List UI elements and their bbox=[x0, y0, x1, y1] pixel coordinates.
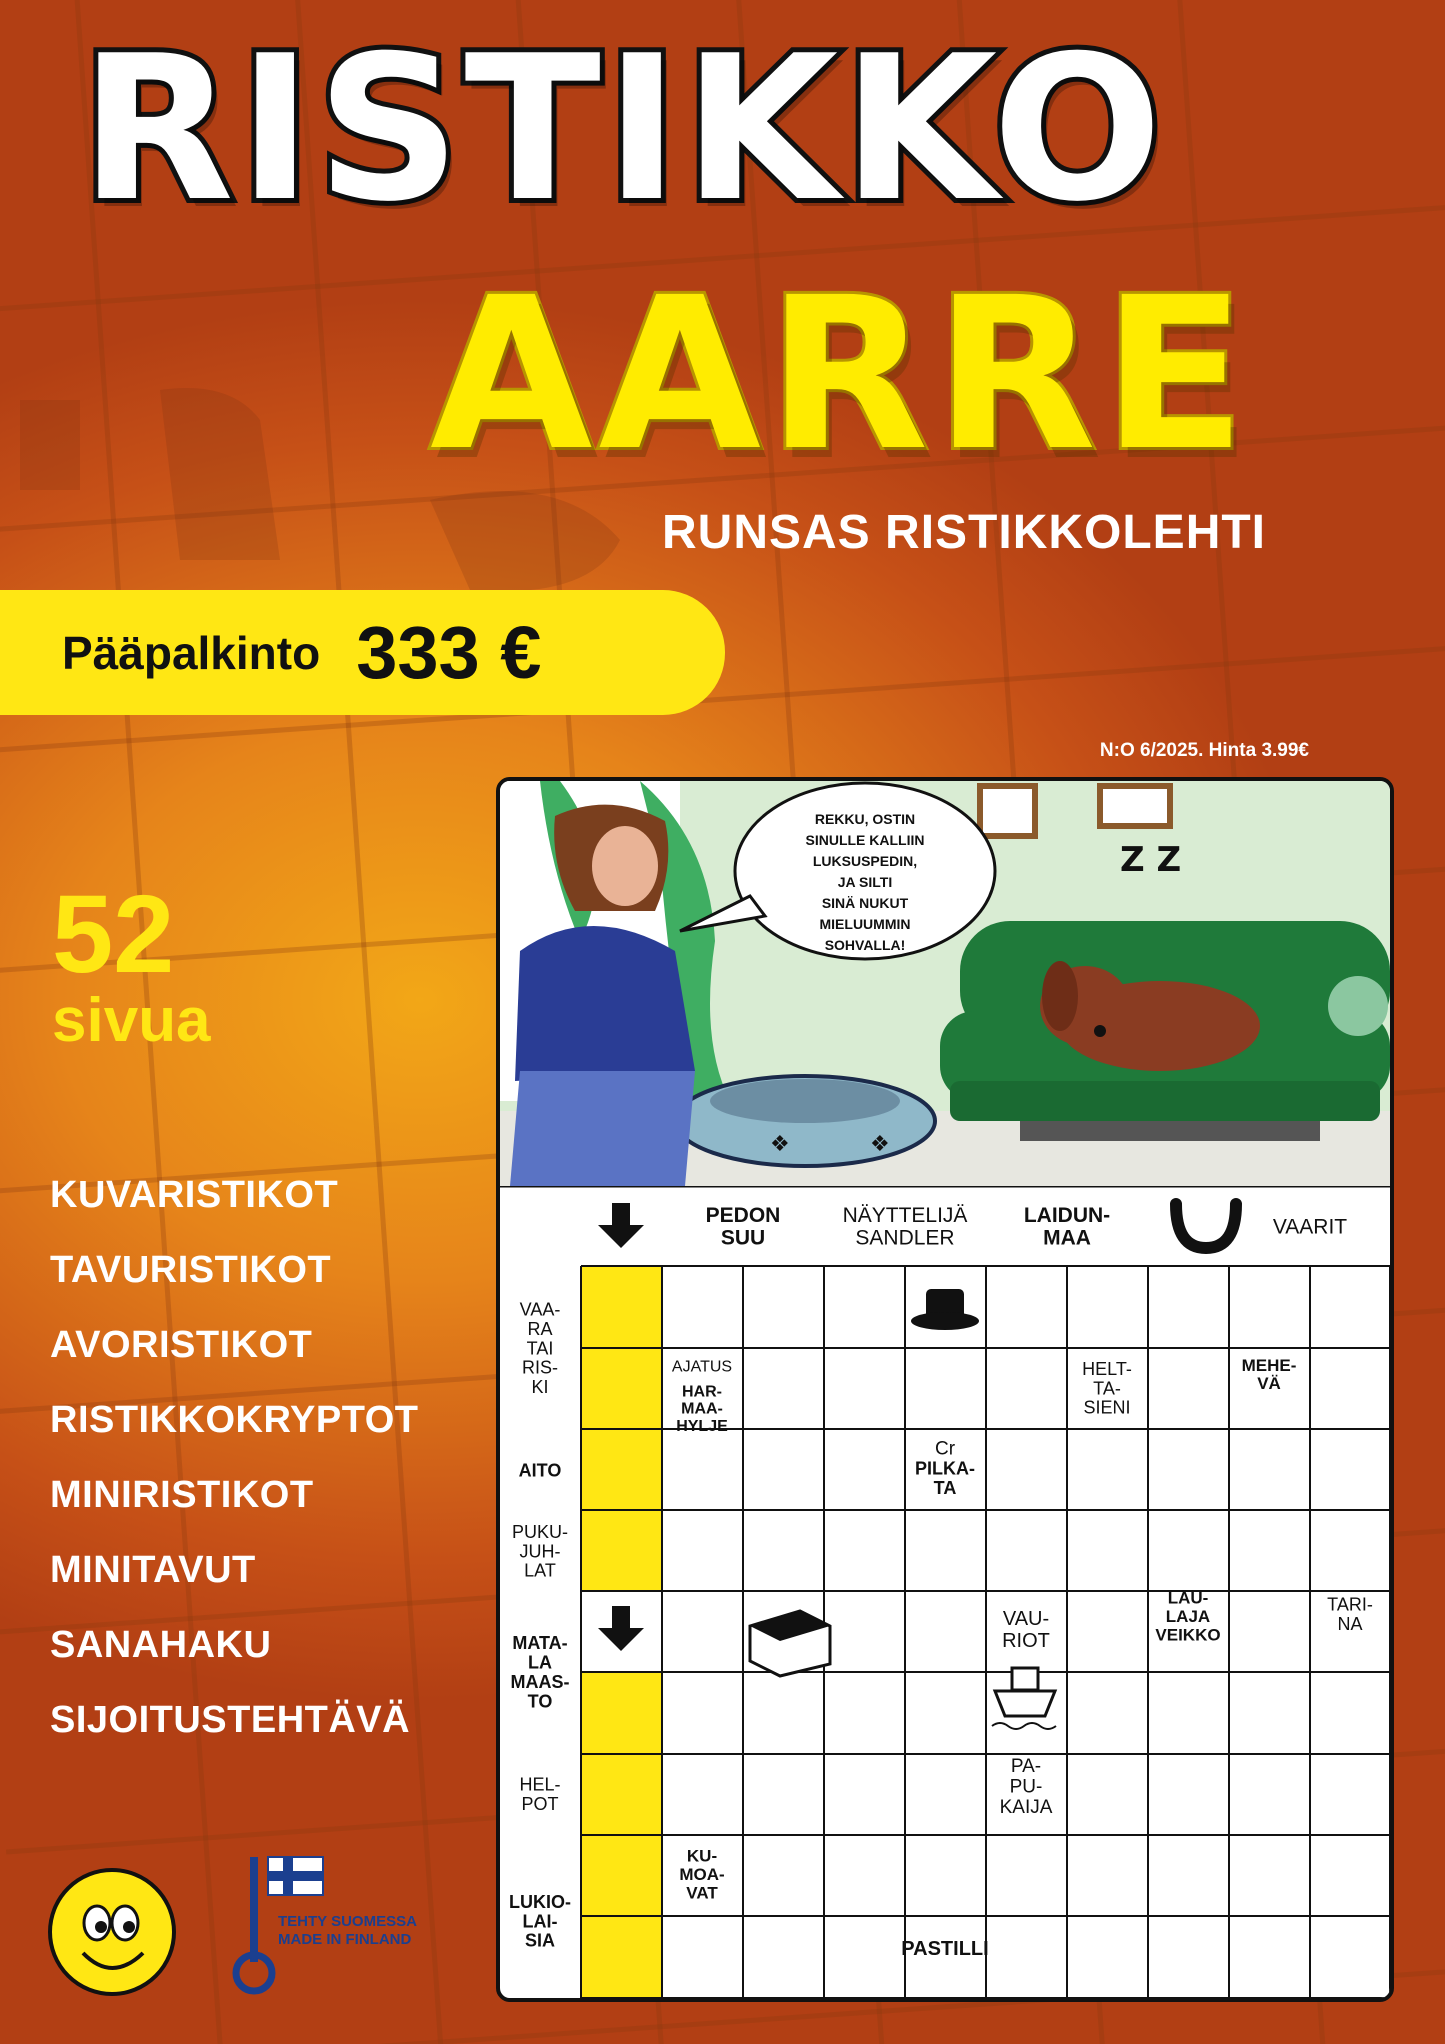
speech-line: SOHVALLA! bbox=[824, 937, 906, 953]
yellow-answer-cell bbox=[581, 1835, 662, 1916]
header-clue: SANDLER bbox=[855, 1226, 955, 1250]
left-clue: RIS- bbox=[522, 1357, 558, 1378]
issue-info: N:O 6/2025. Hinta 3.99€ bbox=[1099, 740, 1309, 761]
speech-line: REKKU, OSTIN bbox=[814, 811, 916, 827]
made-in-line1: TEHTY SUOMESSA bbox=[278, 1913, 417, 1930]
contents-item: KUVARISTIKOT bbox=[50, 1174, 339, 1216]
top-hat-brim bbox=[911, 1312, 979, 1330]
header-clue: VAARIT bbox=[1272, 1215, 1348, 1239]
yellow-answer-cell bbox=[581, 1429, 662, 1510]
ship-cabin bbox=[1012, 1668, 1038, 1690]
inner-clue: SIENI bbox=[1083, 1397, 1131, 1418]
left-clue: AITO bbox=[518, 1460, 562, 1481]
inner-clue: AJATUS bbox=[671, 1358, 733, 1376]
speech-line: SINULLE KALLIIN bbox=[805, 832, 925, 848]
yellow-answer-cell bbox=[581, 1754, 662, 1835]
sleep-zz: Z Z bbox=[1120, 840, 1182, 880]
speech-line: MIELUUMMIN bbox=[819, 916, 911, 932]
left-clue: TAI bbox=[526, 1338, 554, 1359]
left-clue: RA bbox=[527, 1318, 553, 1339]
left-clue: MAAS- bbox=[510, 1672, 570, 1693]
inner-clue: KAIJA bbox=[999, 1797, 1053, 1819]
inner-clue: VÄ bbox=[1257, 1374, 1281, 1394]
inner-clue: VAU- bbox=[1002, 1608, 1050, 1631]
contents-item: SANAHAKU bbox=[50, 1624, 272, 1666]
inner-clue: KU- bbox=[686, 1846, 718, 1866]
prize-amount: 333 € bbox=[356, 611, 542, 694]
yellow-answer-cell bbox=[581, 1672, 662, 1754]
left-clue: PUKU- bbox=[511, 1521, 569, 1542]
contents-item: AVORISTIKOT bbox=[50, 1324, 313, 1366]
inner-clue: NA bbox=[1337, 1614, 1363, 1635]
prize-label: Pääpalkinto bbox=[62, 626, 321, 679]
inner-clue: HAR- bbox=[682, 1383, 722, 1401]
page-count-number: 52 bbox=[52, 873, 175, 996]
title-ristikko: RISTIKKO bbox=[80, 13, 1167, 246]
left-clue: HEL- bbox=[519, 1774, 561, 1795]
yellow-answer-cell bbox=[581, 1348, 662, 1429]
left-clue: MATA- bbox=[512, 1633, 568, 1654]
header-clue: PEDON bbox=[705, 1204, 781, 1228]
inner-clue: PASTILLI bbox=[901, 1938, 989, 1960]
inner-clue: MOA- bbox=[679, 1864, 725, 1884]
inner-clue: PILKA- bbox=[915, 1458, 975, 1479]
ship-waves bbox=[992, 1723, 1056, 1729]
left-clue: LAI- bbox=[522, 1911, 558, 1932]
left-clue: VAA- bbox=[519, 1299, 561, 1320]
dog-bed bbox=[675, 1076, 935, 1166]
left-clue: LUKIO- bbox=[509, 1891, 571, 1912]
inner-clue: TA bbox=[933, 1478, 957, 1499]
left-clue: TO bbox=[527, 1691, 553, 1712]
header-clue: MAA bbox=[1043, 1226, 1091, 1250]
yellow-answer-cell bbox=[581, 1916, 662, 1998]
contents-item: TAVURISTIKOT bbox=[50, 1249, 332, 1291]
inner-clue: TARI- bbox=[1327, 1594, 1373, 1615]
made-in-finland-label bbox=[278, 1913, 417, 1949]
inner-clue: PA- bbox=[1010, 1756, 1042, 1778]
prize-banner bbox=[0, 590, 725, 715]
horseshoe-icon bbox=[1176, 1204, 1236, 1248]
contents-item: MINITAVUT bbox=[50, 1549, 256, 1591]
page-count-word: sivua bbox=[52, 986, 211, 1055]
yellow-answer-cell bbox=[581, 1510, 662, 1591]
inner-clue: LAU- bbox=[1167, 1588, 1209, 1608]
made-in-line2: MADE IN FINLAND bbox=[278, 1931, 412, 1948]
speech-line: LUKSUSPEDIN, bbox=[812, 853, 918, 869]
yellow-answer-cell bbox=[581, 1266, 662, 1348]
header-clue: SUU bbox=[720, 1226, 766, 1250]
inner-clue: MAA- bbox=[681, 1400, 723, 1418]
inner-clue: RIOT bbox=[1002, 1629, 1050, 1652]
inner-clue: HYLJE bbox=[676, 1417, 728, 1435]
speech-bubble-text bbox=[760, 791, 970, 959]
arrow-down-icon bbox=[598, 1606, 644, 1651]
header-clue: LAIDUN- bbox=[1023, 1204, 1111, 1228]
left-clue: POT bbox=[521, 1794, 559, 1815]
contents-list bbox=[50, 1165, 419, 1765]
title-aarre: AARRE bbox=[430, 252, 1252, 497]
header-clue: NÄYTTELIJÄ bbox=[842, 1204, 968, 1228]
contents-item: MINIRISTIKOT bbox=[50, 1474, 314, 1516]
svg-text:❖: ❖ bbox=[770, 1132, 790, 1157]
inner-clue: LAJA bbox=[1165, 1606, 1211, 1626]
speech-line: JA SILTI bbox=[837, 874, 893, 890]
inner-clue: PU- bbox=[1009, 1776, 1043, 1798]
smiley-mascot-icon bbox=[45, 1865, 180, 2000]
svg-text:❖: ❖ bbox=[870, 1132, 890, 1157]
arrow-down-icon bbox=[598, 1203, 644, 1248]
left-clue: KI bbox=[531, 1377, 549, 1398]
puzzle-panel bbox=[496, 777, 1394, 2002]
contents-item: SIJOITUSTEHTÄVÄ bbox=[50, 1699, 411, 1741]
inner-clue: VEIKKO bbox=[1155, 1625, 1221, 1645]
speech-line: SINÄ NUKUT bbox=[821, 895, 909, 911]
inner-clue: MEHE- bbox=[1241, 1355, 1297, 1375]
left-clue: LAT bbox=[524, 1560, 556, 1581]
crossword-grid[interactable] bbox=[500, 1186, 1390, 1998]
left-clue: SIA bbox=[524, 1930, 556, 1951]
left-clue: JUH- bbox=[519, 1541, 561, 1562]
ship-icon bbox=[995, 1691, 1055, 1716]
contents-item: RISTIKKOKRYPTOT bbox=[50, 1399, 419, 1441]
inner-clue: TA- bbox=[1093, 1378, 1121, 1399]
inner-clue: HELT- bbox=[1082, 1358, 1132, 1379]
inner-clue: Cr bbox=[934, 1438, 956, 1460]
subtitle: RUNSAS RISTIKKOLEHTI bbox=[662, 506, 1267, 559]
inner-clue: VAT bbox=[686, 1883, 718, 1903]
left-clue: LA bbox=[528, 1652, 552, 1673]
